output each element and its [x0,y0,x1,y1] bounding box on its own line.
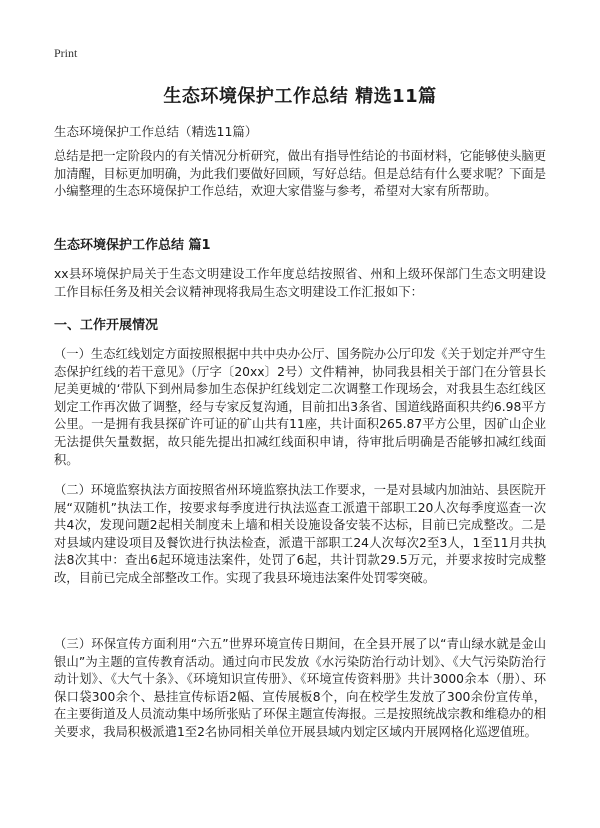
body-paragraph: （一）生态红线划定方面按照根据中共中央办公厅、国务院办公厅印发《关于划定并严守生态保护红线的若干意见》（厅字〔20xx〕2号）文件精神，协同我县相关于部门在分管县长尼美更城的‘带队下到州局参加生态保护红线划定二次调整工作现场会，对我县生态红线区划定工作再次做了调整，经与专家反复沟通，目前扣出3条省、国道线路面积共约6.98平方公里。一是拥有我县探矿许可证的矿山共有11座，共计面积265.87平方公里，因矿山企业无法提供矢量数据，故只能先提出扣减红线面积申请，待审批后明确是否能够扣减红线面积。 [54,347,546,467]
body-paragraph: （二）环境监察执法方面按照省州环境监察执法工作要求，一是对县域内加油站、县医院开展“双随机”执法工作，按要求每季度进行执法巡查工派遣干部职工20人次每季度巡查一次共4次，发现问题2起相关制度未上墙和相关设施设备安装不达标，目前已完成整改。二是对县域内建设项目及餐饮进行执法检查，派遣干部职工24人次每次2至3人，1至11月共执法8次其中：查出6起环境违法案件，处罚了6起，共计罚款29.5万元，并要求按时完成整改，目前已完成全部整改工作。实现了我县环境违法案件处罚零突破。 [54,483,546,585]
document-subtitle: 生态环境保护工作总结（精选11篇） [54,124,258,139]
lead-paragraph: xx县环境保护局关于生态文明建设工作年度总结按照省、州和上级环保部门生态文明建设工作目标任务及相关会议精神现将我局生态文明建设工作汇报如下： [54,267,546,299]
body-paragraph: （三）环保宣传方面利用“六五”世界环境宣传日期间，在全县开展了以“青山绿水就是金山银山”为主题的宣传教育活动。通过向市民发放《水污染防治行动计划》、《大气污染防治行动计划》、《大气十条》、《环境知识宣传册》、《环境宣传资料册》共计3000余本（册）、环保口袋300余个、悬挂宣传标语2幅、宣传展板8个，向在校学生发放了300余份宣传单，在主要街道及人员流动集中场所张贴了环保主题宣传海报。三是按照统战宗教和维稳办的相关要求，我局积极派遣1至2名协同相关单位开展县域内划定区域内开展网格化巡逻值班。 [54,637,546,739]
intro-paragraph: 总结是把一定阶段内的有关情况分析研究，做出有指导性结论的书面材料，它能够使头脑更加清醒，目标更加明确，为此我们要做好回顾，写好总结。但是总结有什么要求呢？下面是小编整理的生态环境保护工作总结，欢迎大家借鉴与参考，希望对大家有所帮助。 [54,149,546,199]
sub-heading: 一、工作开展情况 [54,318,159,333]
print-label: Print [54,46,78,60]
section-heading: 生态环境保护工作总结 篇1 [54,238,211,253]
document-title: 生态环境保护工作总结 精选11篇 [163,86,437,107]
